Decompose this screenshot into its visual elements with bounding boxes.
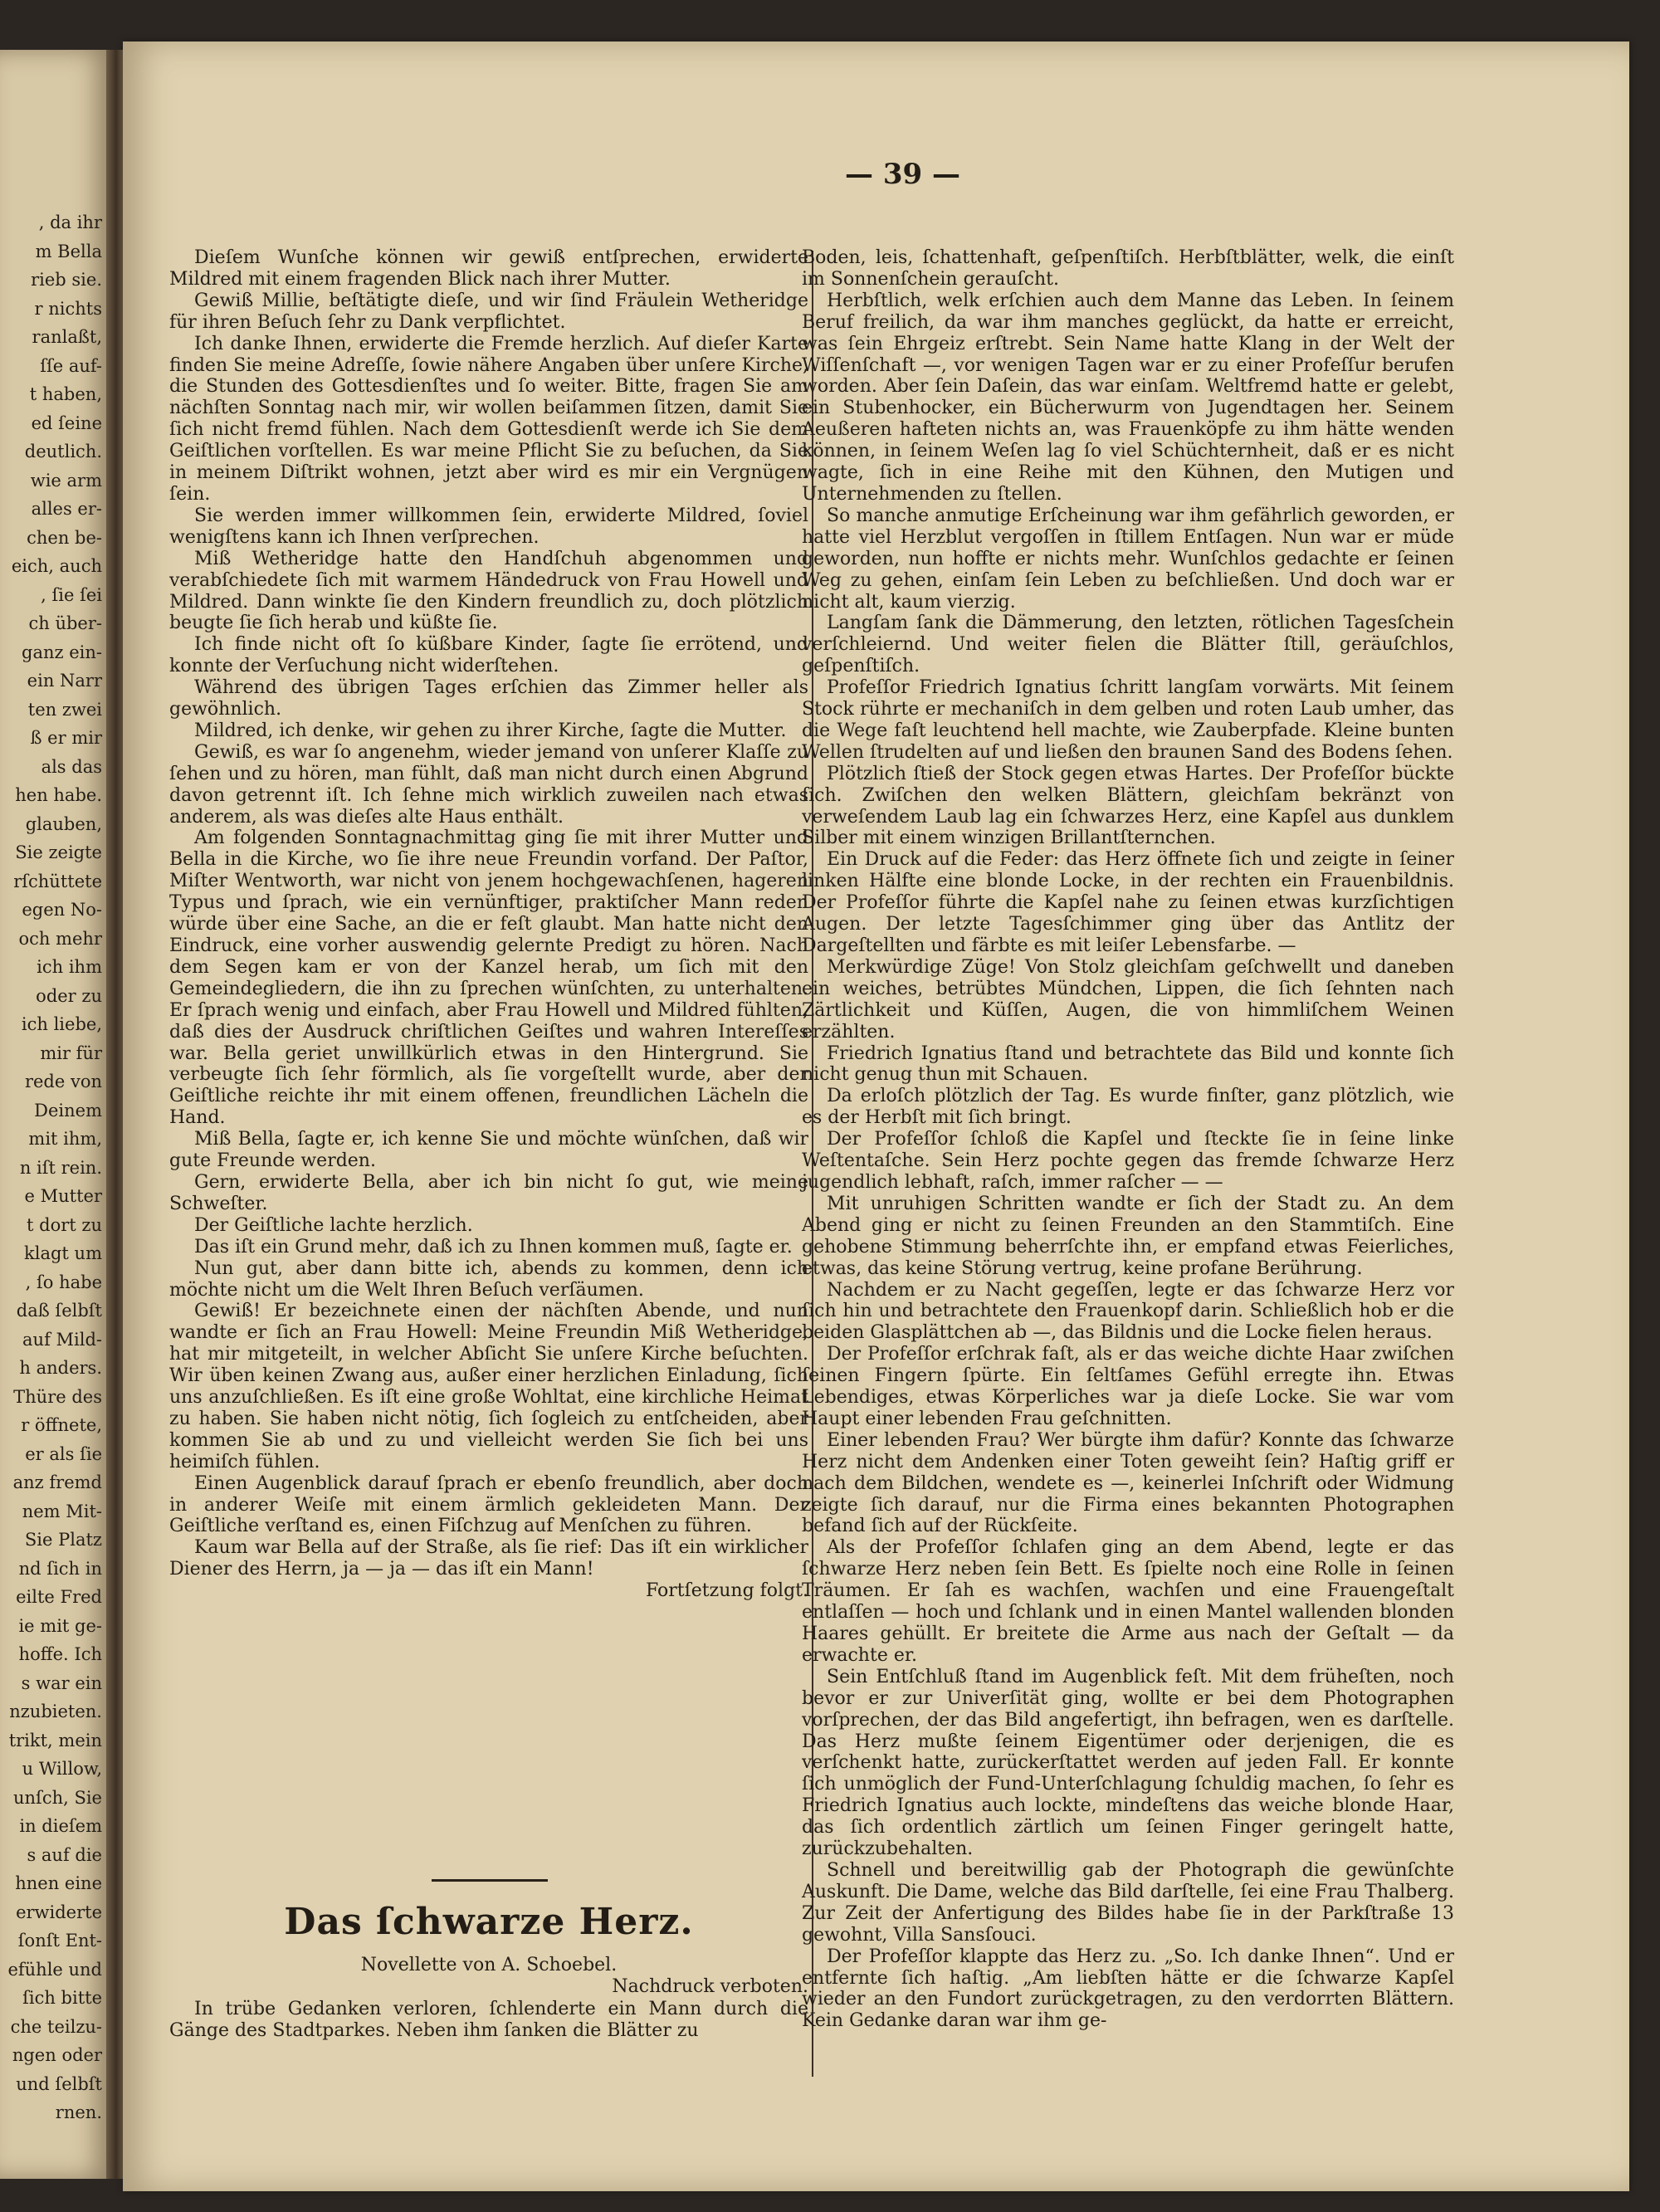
- left-page-fragment: ich ihm: [37, 957, 102, 977]
- left-page-fragment: unſch, Sie: [13, 1787, 102, 1808]
- left-page-fragment: und ſelbſt: [16, 2073, 102, 2094]
- left-page-fragment: nd ſich in: [18, 1558, 102, 1579]
- left-page-fragment: Sie zeigte: [15, 842, 102, 862]
- right-text-column: [802, 247, 1454, 2032]
- paragraph: Mit unruhigen Schritten wandte er ſich der Stadt zu. An dem Abend ging er nicht zu ſeinen Freunden an den Stammtiſch. Eine gehobene Stimmung beherrſchte ihn, er empfand etwas Feierliches, etwas, das keine Störung vertrug, keine profane Berührung.: [802, 1193, 1454, 1279]
- left-page-fragment: erwiderte: [16, 1902, 102, 1922]
- paragraph: Gern, erwiderte Bella, aber ich bin nicht ſo gut, wie meine Schweſter.: [169, 1171, 808, 1214]
- left-page-fragment: che teilzu-: [10, 2016, 102, 2037]
- left-page-fragment: ranlaßt,: [32, 327, 102, 347]
- left-page-fragment: t haben,: [29, 384, 102, 404]
- left-page-fragment: rſchüttete: [13, 871, 102, 891]
- paragraph: Am folgenden Sonntagnachmittag ging ſie mit ihrer Mutter und Bella in die Kirche, wo ſie ihre neue Freundin vorfand. Der Paſtor, Miſter Wentworth, war nicht von jenem hochgewachſenen, hageren Typus und ſprach, wie ein vernünftiger, praktiſcher Mann reden würde über eine Sache, an die er feſt glaubt. Man hatte nicht den Eindruck, eine vorher auswendig gelernte Predigt zu hören. Nach dem Segen kam er von der Kanzel herab, um ſich mit den Gemeindegliedern, die ihn zu ſprechen wünſchten, zu unterhalten. Er ſprach wenig und einfach, aber Frau Howell und Mildred fühlten, daß dies der Ausdruck chriſtlichen Geiſtes und wahren Intereſſes war. Bella geriet unwillkürlich etwas in den Hintergrund. Sie verbeugte ſich ſehr förmlich, als ſie vorgeſtellt wurde, aber der Geiſtliche reichte ihr mit einem offenen, freundlichen Lächeln die Hand.: [169, 828, 808, 1129]
- left-page-fragment: ein Narr: [27, 671, 102, 691]
- paragraph: Ein Druck auf die Feder: das Herz öffnete ſich und zeigte in ſeiner linken Hälfte eine blonde Locke, in der rechten ein Frauenbildnis. Der Profeſſor führte die Kapſel nahe zu ſeinen etwas kurzſichtigen Augen. Der letzte Tagesſchimmer ging über das Antlitz der Dargeſtellten und färbte es mit leiſer Lebensfarbe. —: [802, 849, 1454, 956]
- left-page-fragment: nem Mit-: [22, 1501, 102, 1521]
- paragraph: Boden, leis, ſchattenhaft, geſpenſtiſch. Herbſtblätter, welk, die einſt im Sonnenſchein gerauſcht.: [802, 247, 1454, 290]
- paragraph: Einen Augenblick darauf ſprach er ebenſo freundlich, aber doch in anderer Weiſe mit einem ärmlich gekleideten Mann. Der Geiſtliche verſtand es, einen Fiſchzug auf Menſchen zu führen.: [169, 1472, 808, 1537]
- paragraph: Nun gut, aber dann bitte ich, abends zu kommen, denn ich möchte nicht um die Welt Ihren Beſuch verſäumen.: [169, 1257, 808, 1301]
- left-page-fragment: mir für: [40, 1043, 102, 1063]
- paragraph: Als der Profeſſor ſchlafen ging an dem Abend, legte er das ſchwarze Herz neben ſein Bett. Es ſpielte noch eine Rolle in ſeinen Träumen. Er ſah es wachſen, wachſen und eine Frauengeſtalt entlaſſen — hoch und ſchlank und in einen Mantel wallenden blonden Haares gehüllt. Er breitete die Arme aus nach der Geſtalt — da erwachte er.: [802, 1537, 1454, 1666]
- left-page-fragment: deutlich.: [24, 442, 102, 461]
- left-page-fragment: ten zwei: [27, 699, 102, 720]
- paragraph: Das iſt ein Grund mehr, daß ich zu Ihnen kommen muß, ſagte er.: [194, 1236, 793, 1257]
- left-page-fragment: ch über-: [28, 613, 102, 633]
- left-page-fragment: trikt, mein: [8, 1730, 102, 1751]
- left-page-fragment: Thüre des: [13, 1386, 102, 1407]
- paragraph: Sie werden immer willkommen ſein, erwiderte Mildred, ſoviel wenigſtens kann ich Ihnen verſprechen.: [169, 505, 808, 548]
- left-page-fragment: , ſie ſei: [41, 584, 102, 605]
- left-page-fragment: r nichts: [34, 298, 102, 319]
- left-page-fragment: oder zu: [36, 985, 102, 1006]
- page-number: — 39 —: [845, 158, 960, 191]
- paragraph: Schnell und bereitwillig gab der Photograph die gewünſchte Auskunft. Die Dame, welche das Bild darſtelle, ſei eine Frau Thalberg. Zur Zeit der Anfertigung des Bildes habe ſie in der Parkſtraße 13 gewohnt, Villa Sansſouci.: [802, 1859, 1454, 1946]
- paragraph: Merkwürdige Züge! Von Stolz gleichſam geſchwellt und daneben ein weiches, betrübtes Mündchen, Lippen, die ſich ſehnten nach Zärtlichkeit und Küſſen, Augen, die von himmliſchem Weinen erzählten.: [802, 956, 1454, 1043]
- left-page-fragment: ich liebe,: [21, 1014, 102, 1034]
- left-page-fragment: rnen.: [55, 2102, 102, 2122]
- left-page-fragment: s war ein: [21, 1672, 102, 1693]
- left-page-fragment: och mehr: [18, 928, 102, 949]
- left-page-fragment: auf Mild-: [22, 1329, 102, 1350]
- paragraph: Der Profeſſor ſchloß die Kapſel und ſteckte ſie in ſeine linke Weſtentaſche. Sein Herz pochte gegen das fremde ſchwarze Herz jugendlich lebhaft, raſch, immer raſcher — —: [802, 1129, 1454, 1193]
- left-text-column: [169, 247, 808, 1602]
- left-page-fragment: s auf die: [27, 1844, 102, 1865]
- paragraph: Nachdem er zu Nacht gegeſſen, legte er das ſchwarze Herz vor ſich hin und betrachtete den Frauenkopf darin. Schließlich hob er die beiden Glasplättchen ab —, das Bildnis und die Locke fielen heraus.: [802, 1279, 1454, 1344]
- left-page-fragment: e Mutter: [24, 1186, 102, 1206]
- left-page-fragment: , ſo habe: [25, 1272, 102, 1292]
- left-page-fragment: als das: [41, 756, 102, 777]
- left-page-fragment: mit ihm,: [28, 1129, 102, 1149]
- left-page-fragment: eich, auch: [11, 556, 102, 576]
- paragraph: Der Geiſtliche lachte herzlich.: [194, 1214, 473, 1236]
- paragraph: Plötzlich ſtieß der Stock gegen etwas Hartes. Der Profeſſor bückte ſich. Zwiſchen den welken Blättern, gleichſam bekränzt von verweſendem Laub lag ein ſchwarzes Herz, eine Kapſel aus dunklem Silber mit einem winzigen Brillantſternchen.: [802, 763, 1454, 849]
- section-rule: [432, 1879, 548, 1882]
- left-page-fragment: hen habe.: [15, 785, 102, 805]
- left-page-fragment: eilte Fred: [16, 1587, 102, 1607]
- story-title: Das ſchwarze Herz.: [284, 1901, 694, 1943]
- left-page-fragment: Deinem: [34, 1100, 102, 1121]
- left-page-fragment: n iſt rein.: [19, 1157, 102, 1178]
- left-page-fragment: m Bella: [35, 241, 102, 261]
- left-page-fragment: ed ſeine: [31, 413, 102, 433]
- left-page-fragment: in dieſem: [19, 1816, 102, 1836]
- left-page-fragment: ngen oder: [12, 2045, 102, 2065]
- paragraph: Profeſſor Friedrich Ignatius ſchritt langſam vorwärts. Mit ſeinem Stock rührte er mechaniſch in dem gelben und roten Laub umher, das die Wege faſt leuchtend hell machte, wie Zauberpfade. Kleine bunten Wellen ſtrudelten auf und ließen den braunen Sand des Bodens ſehen.: [802, 677, 1454, 763]
- left-page-fragment: glauben,: [25, 813, 102, 834]
- paragraph: Ich danke Ihnen, erwiderte die Fremde herzlich. Auf dieſer Karte finden Sie meine Adreſſe, ſowie nähere Angaben über unſere Kirche, die Stunden des Gottesdienſtes und ſo weiter. Bitte, fragen Sie am nächſten Sonntag nach mir, wir wollen beiſammen ſitzen, damit Sie ſich nicht fremd fühlen. Nach dem Gottesdienſt werde ich Sie dem Geiſtlichen vorſtellen. Es war meine Pflicht Sie zu beſuchen, da Sie in meinem Diſtrikt wohnen, jetzt aber wird es mir ein Vergnügen ſein.: [169, 333, 808, 505]
- paragraph: Langſam ſank die Dämmerung, den letzten, rötlichen Tagesſchein verſchleiernd. Und weiter fielen die Blätter ſtill, geräuſchlos, geſpenſtiſch.: [802, 613, 1454, 677]
- left-page-fragment: ſich bitte: [22, 1988, 102, 2008]
- left-page-fragment: chen be-: [27, 527, 102, 548]
- paragraph: Sein Entſchluß ſtand im Augenblick feſt. Mit dem früheſten, noch bevor er zur Univerſität ging, wollte er bei dem Photographen vorſprechen, der das Bild angefertigt, ihn befragen, wen es darſtelle. Das Herz mußte ſeinem Eigentümer oder derjenigen, die es verſchenkt hatte, zurückerſtattet werden auf jeden Fall. Er konnte ſich unmöglich der Fund-Unterſchlagung ſchuldig machen, ſo ſehr es Friedrich Ignatius auch lockte, mindeſtens das weiche blonde Haar, das ſich ordentlich zärtlich um ſeinen Finger geringelt hatte, zurückzubehalten.: [802, 1666, 1454, 1860]
- paragraph: Mildred, ich denke, wir gehen zu ihrer Kirche, ſagte die Mutter.: [194, 720, 787, 741]
- paragraph: Dieſem Wunſche können wir gewiß entſprechen, erwiderte Mildred mit einem fragenden Blick nach ihrer Mutter.: [169, 247, 808, 290]
- left-page-fragment: hnen eine: [15, 1873, 102, 1893]
- left-page-fragment: t dort zu: [27, 1214, 102, 1235]
- left-page-fragment: , da ihr: [38, 212, 102, 232]
- paragraph: Da erloſch plötzlich der Tag. Es wurde finſter, ganz plötzlich, wie es der Herbſt mit ſich bringt.: [802, 1086, 1454, 1129]
- left-page-fragment: er als ſie: [25, 1443, 102, 1464]
- reprint-notice: Nachdruck verboten.: [612, 1976, 808, 1997]
- paragraph: Gewiß, es war ſo angenehm, wieder jemand von unſerer Klaſſe zu ſehen und zu hören, man fühlt, daß man nicht durch einen Abgrund davon getrennt iſt. Ich ſehne mich wirklich zuweilen nach etwas anderem, als was dieſes alte Haus enthält.: [169, 741, 808, 828]
- paragraph: Kaum war Bella auf der Straße, als ſie rief: Das iſt ein wirklicher Diener des Herrn, ja — ja — das iſt ein Mann!: [169, 1537, 808, 1580]
- story-opening-paragraph: In trübe Gedanken verloren, ſchlenderte ein Mann durch die Gänge des Stadtparkes. Neben ihm ſanken die Blätter zu: [169, 1999, 808, 2041]
- paragraph: Einer lebenden Frau? Wer bürgte ihm dafür? Konnte das ſchwarze Herz nicht dem Andenken einer Toten geweiht ſein? Haſtig griff er nach dem Bildchen, wendete es —, keinerlei Inſchrift oder Widmung zeigte ſich darauf, nur die Firma eines bekannten Photographen befand ſich auf der Rückſeite.: [802, 1429, 1454, 1537]
- story-byline: Novellette von A. Schoebel.: [360, 1955, 618, 1975]
- continued-note: Fortſetzung folgt.: [645, 1580, 808, 1602]
- left-page-fragment: u Willow,: [22, 1759, 102, 1779]
- paragraph: Der Profeſſor erſchrak faſt, als er das weiche dichte Haar zwiſchen ſeinen Fingern ſpürte. Ein ſeltſames Gefühl erregte ihn. Etwas Lebendiges, etwas Körperliches war ja dieſe Locke. Sie war vom Haupt einer lebenden Frau geſchnitten.: [802, 1344, 1454, 1429]
- left-page-fragment: efühle und: [7, 1959, 102, 1980]
- left-page-fragment: egen No-: [22, 900, 102, 920]
- paragraph: Gewiß! Er bezeichnete einen der nächſten Abende, und nun wandte er ſich an Frau Howell: Meine Freundin Miß Wetheridge, hat mir mitgeteilt, in welcher Abſicht Sie unſere Kirche beſuchten. Wir üben keinen Zwang aus, außer einer herzlichen Einladung, ſich uns anzuſchließen. Es iſt eine große Wohltat, eine kirchliche Heimat zu haben. Sie haben nicht nötig, ſich ſogleich zu entſcheiden, aber kommen Sie ab und zu und vielleicht werden Sie ſich bei uns heimiſch fühlen.: [169, 1301, 808, 1472]
- left-page-edge: [0, 50, 112, 2179]
- paragraph: Während des übrigen Tages erſchien das Zimmer heller als gewöhnlich.: [169, 677, 808, 720]
- left-page-fragment: hoffe. Ich: [18, 1644, 102, 1664]
- left-page-fragment: ie mit ge-: [18, 1615, 102, 1636]
- left-page-fragment: daß ſelbſt: [16, 1301, 102, 1321]
- left-page-fragment: nzubieten.: [9, 1702, 102, 1721]
- left-page-fragment: rede von: [24, 1072, 102, 1091]
- left-page-fragment: Sie Platz: [24, 1530, 102, 1550]
- left-page-fragment: rieb sie.: [31, 270, 102, 290]
- left-page-fragment: ſonſt Ent-: [17, 1931, 102, 1951]
- left-page-fragment: ganz ein-: [22, 642, 102, 662]
- left-page-fragment: r öffnete,: [21, 1415, 102, 1435]
- paragraph: Miß Wetheridge hatte den Handſchuh abgenommen und verabſchiedete ſich mit warmem Händedruck von Frau Howell und Mildred. Dann winkte ſie den Kindern freundlich zu, doch plötzlich beugte ſie ſich herab und küßte ſie.: [169, 548, 808, 634]
- paragraph: Ich finde nicht oft ſo küßbare Kinder, ſagte ſie errötend, und konnte der Verſuchung nicht widerſtehen.: [169, 634, 808, 677]
- paragraph: Der Profeſſor klappte das Herz zu. „So. Ich danke Ihnen“. Und er entfernte ſich haſtig. „Am liebſten hätte er die ſchwarze Kapſel wieder an den Fundort zurückgetragen, zu den verdorrten Blättern. Kein Gedanke daran war ihm ge-: [802, 1946, 1454, 2032]
- left-page-fragment: h anders.: [19, 1358, 102, 1378]
- story-opening: [169, 1999, 808, 2042]
- left-page-fragment: ß er mir: [30, 728, 102, 748]
- left-page-fragment: alles er-: [31, 499, 102, 519]
- left-page-fragment: ſſe auf-: [40, 355, 102, 376]
- paragraph: So manche anmutige Erſcheinung war ihm gefährlich geworden, er hatte viel Herzblut vergoſſen in ſtillem Entſagen. Nun war er müde geworden, nun hoffte er nichts mehr. Wunſchlos gedachte er ſeinen Weg zu gehen, einſam ſein Leben zu beſchließen. Und doch war er nicht alt, kaum vierzig.: [802, 505, 1454, 613]
- left-page-fragment: anz fremd: [12, 1472, 102, 1492]
- left-page-fragment: klagt um: [24, 1243, 102, 1263]
- paragraph: Friedrich Ignatius ſtand und betrachtete das Bild und konnte ſich nicht genug thun mit Schauen.: [802, 1043, 1454, 1086]
- paragraph: Miß Bella, ſagte er, ich kenne Sie und möchte wünſchen, daß wir gute Freunde werden.: [169, 1129, 808, 1172]
- newspaper-page: [123, 42, 1629, 2191]
- left-page-fragment: wie arm: [30, 470, 102, 491]
- paragraph: Herbſtlich, welk erſchien auch dem Manne das Leben. In ſeinem Beruf freilich, da war ihm manches geglückt, da hatte er erreicht, was ſein Ehrgeiz erſtrebt. Sein Name hatte Klang in der Welt der Wiſſenſchaft —, vor wenigen Tagen war er zu einer Profeſſur berufen worden. Aber ſein Daſein, das war einſam. Weltfremd hatte er gelebt, ein Stubenhocker, ein Bücherwurm von Jugendtagen her. Seinem Aeußeren hafteten nichts an, was Frauenköpfe zu ihm hätte wenden können, in ſeinem Weſen lag ſo viel Schüchternheit, daß er es nicht wagte, ſich in eine Reihe mit den Kühnen, den Mutigen und Unternehmenden zu ſtellen.: [802, 290, 1454, 505]
- paragraph: Gewiß Millie, beſtätigte dieſe, und wir ſind Fräulein Wetheridge für ihren Beſuch ſehr zu Dank verpflichtet.: [169, 290, 808, 333]
